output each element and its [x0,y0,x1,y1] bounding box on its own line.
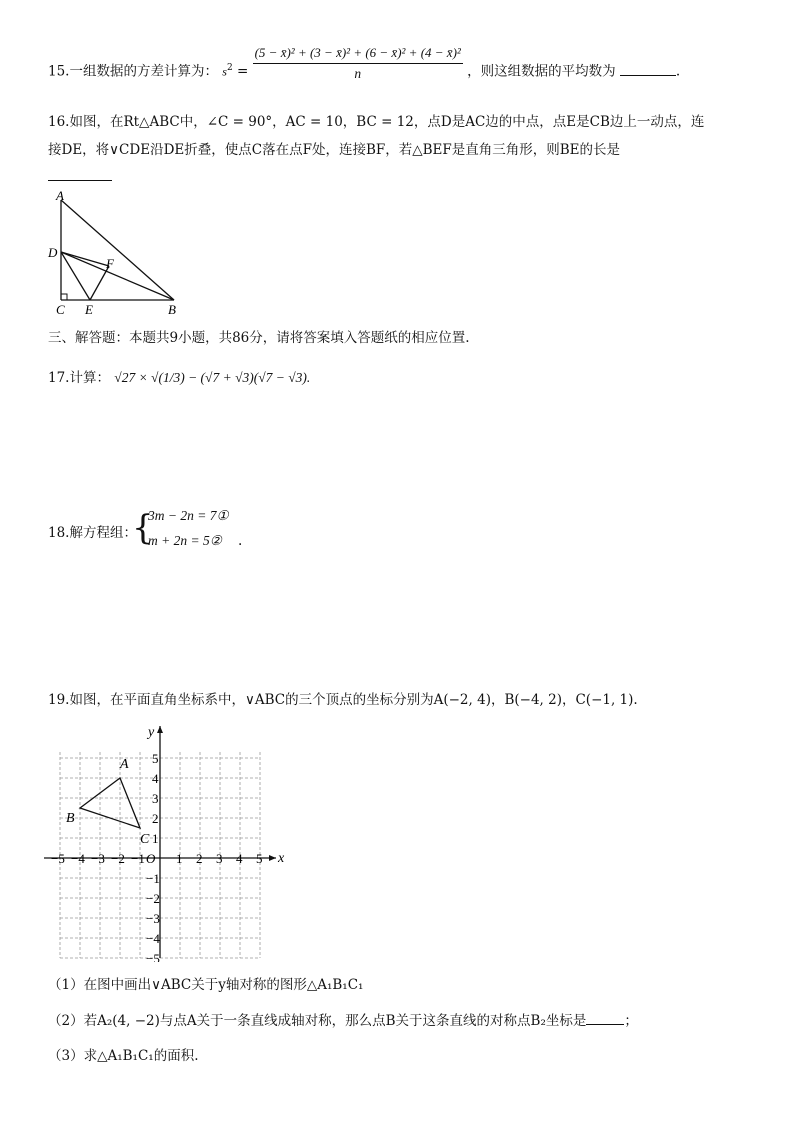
x-tick-label: −4 [71,851,85,866]
q19-coordinate-graph [44,722,294,962]
q17-prefix: 17.计算： [48,370,110,386]
y-tick-label: −3 [146,911,160,926]
segment-ef [90,266,109,300]
q18-prefix: 18.解方程组： [48,525,137,541]
side-ab [61,200,174,300]
x-axis-arrow [269,855,276,861]
y-tick-label: −4 [146,931,160,946]
q16-line2: 接DE，将∨CDE沿DE折叠，使点C落在点F处，连接BF，若△BEF是直角三角形，则BE的长是 [48,142,621,158]
section3-heading: 三、解答题：本题共9小题，共86分，请将答案填入答题纸的相应位置. [48,330,470,346]
x-tick-label: −3 [91,851,105,866]
x-tick-label: 1 [176,851,183,866]
x-tick-label: −2 [111,851,125,866]
q18-equation-2: m + 2n = 5② [148,533,222,548]
y-tick-label: 2 [152,811,159,826]
label-b: B [168,302,176,317]
q18-brace: { [132,508,154,548]
q15-prefix: 15.一组数据的方差计算为： [48,63,218,80]
label-f: F [106,256,114,271]
q19-sub2-suffix: ； [624,1013,638,1029]
q18-equation-1: 3m − 2n = 7① [148,508,229,523]
q15-s: s [222,64,227,79]
q19-line1: 19.如图，在平面直角坐标系中，∨ABC的三个顶点的坐标分别为A(−2, 4)，B(−4, 2)，C(−1, 1). [48,692,638,708]
q17 [48,368,310,388]
x-tick-label: 3 [216,851,223,866]
q15-answer-blank[interactable] [620,75,676,76]
right-angle-mark [61,294,67,300]
q15: 15.一组数据的方差计算为： $s^2$ = $\frac{\text{(5 − x̄)² + (3 − x̄)² + (6 − x̄)² + (4 − x̄)²}}{n}$ ，则这组数据的平均数为 . [48,58,680,84]
x-tick-label: −5 [51,851,65,866]
label-c: C [56,302,65,317]
origin-label: O [146,851,156,866]
q15-suffix: ，则这组数据的平均数为 [467,63,616,80]
x-tick-label: 4 [236,851,243,866]
q19-sub2-answer-blank[interactable] [586,1024,624,1025]
y-axis-label: y [148,725,155,740]
y-axis-arrow [157,726,163,733]
q19-sub1: （1）在图中画出∨ABC关于y轴对称的图形△A₁B₁C₁ [48,977,364,993]
x-axis-label: x [278,851,285,866]
q15-fraction [253,43,463,84]
q19-sub2 [48,1011,638,1031]
y-tick-label: −2 [146,891,160,906]
q19-sub2-prefix: （2）若A₂(4, −2)与点A关于一条直线成轴对称，那么点B关于这条直线的对称点B₂坐标是 [48,1013,587,1029]
q19-sub3: （3）求△A₁B₁C₁的面积. [48,1048,199,1064]
q18-suffix: . [238,533,243,549]
y-tick-label: −1 [146,871,160,886]
q16-line1: 16.如图，在Rt△ABC中，∠C = 90°，AC = 10，BC = 12，点D是AC边的中点，点E是CB边上一动点，连 [48,114,705,130]
q15-denominator: n [354,65,362,81]
segment-db [61,252,174,300]
y-tick-label: 3 [152,791,159,806]
y-tick-label: 1 [152,831,159,846]
label-e: E [85,302,93,317]
y-tick-label: 4 [152,771,159,786]
triangle-abc [80,778,140,828]
q17-expression: √27 × √(1/3) − (√7 + √3)(√7 − √3). [114,370,311,385]
y-tick-label: −5 [146,951,160,962]
label-d: D [48,245,58,260]
label-a: A [56,190,64,203]
point-b-label: B [66,811,75,826]
q15-numerator: (5 − x̄)² + (3 − x̄)² + (6 − x̄)² + (4 − x̄)² [254,44,461,60]
point-c-label: C [140,832,150,847]
x-tick-label: −1 [131,851,145,866]
q16-answer-blank[interactable] [48,180,112,181]
point-a-label: A [120,757,129,772]
x-tick-label: 2 [196,851,203,866]
x-tick-label: 5 [256,851,263,866]
q16-figure [44,190,194,318]
y-tick-label: 5 [152,751,159,766]
